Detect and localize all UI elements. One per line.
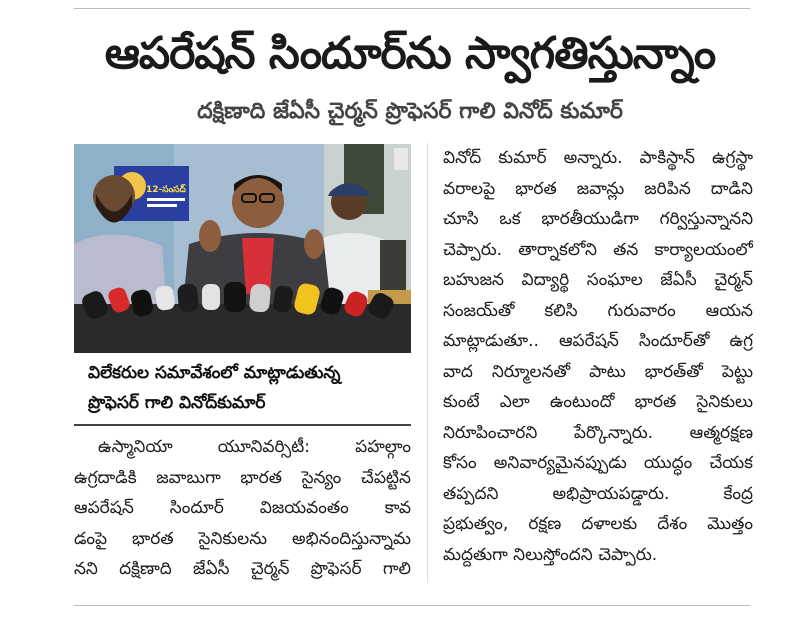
caption-line-1: విలేకరుల సమావేశంలో మాట్లాడుతున్న (88, 363, 341, 383)
body-line: మద్దతుగా నిలుస్తోందని చెప్పారు. (443, 544, 658, 565)
banner-screen-text: 12-సంసద్ (146, 185, 186, 195)
body-line: చూసి ఒక భారతీయుడిగా గర్విస్తున్నానని (443, 209, 753, 229)
body-line: ఉస్మానియా యూనివర్సిటీ: పహల్గాం (98, 437, 411, 457)
subheadline: దక్షిణాది జేఏసీ చైర్మన్ ప్రొఫెసర్ గాలి వినోద్ కుమార్ (197, 99, 623, 124)
press-conference-photo (74, 144, 411, 353)
headline: ఆపరేషన్ సిందూర్‌ను స్వాగతిస్తున్నాం (104, 28, 716, 79)
body-line: డంపై భారత సైనికులను అభినందిస్తున్నామ (74, 528, 411, 549)
body-line: వరాలపై భారత జవాన్లు జరిపిన దాడిని (443, 178, 753, 199)
body-line: వాద నిర్మూలనతో పాటు భారత్‌తో పెట్టు (443, 361, 753, 382)
article-body-left-column (74, 432, 411, 585)
body-line: నని దక్షిణాది జేఏసీ చైర్మన్ ప్రొఫెసర్ గాలి (74, 559, 411, 579)
body-line: మాట్లాడుతూ.. ఆపరేషన్ సిందూర్‌తో ఉగ్ర (443, 331, 753, 351)
article-body-right-column (443, 143, 753, 570)
body-line: ఆపరేషన్ సిందూర్ విజయవంతం కావ (74, 498, 411, 518)
body-line: ఉగ్రదాడికి జవాబుగా భారత సైన్యం చేపట్టిన (74, 467, 411, 488)
caption-rule (74, 424, 411, 426)
body-line: కుంటే ఎలా ఉంటుందో భారత సైనికులు (443, 392, 753, 412)
photo-caption (74, 358, 411, 422)
body-line: బహుజన విద్యార్థి సంఘాల జేఏసీ చైర్మన్ (443, 270, 753, 290)
body-line: నిరూపించారని పేర్కొన్నారు. ఆత్మరక్షణ (443, 422, 753, 443)
caption-line-2: ప్రొఫెసర్ గాలి వినోద్‌కుమార్ (88, 393, 266, 413)
body-line: ప్రభుత్వం, రక్షణ దళాలకు దేశం మొత్తం (443, 514, 753, 534)
bottom-rule (74, 605, 750, 606)
body-line: తప్పదని అభిప్రాయపడ్డారు. కేంద్ర (443, 483, 753, 504)
body-line: కోసం అనివార్యమైనప్పుడు యుద్ధం చేయక (443, 453, 753, 473)
body-line: సంజయ్‌తో కలిసి గురువారం ఆయన (443, 300, 753, 321)
body-line: చెప్పారు. తార్నాకలోని తన కార్యాలయంలో (443, 239, 753, 260)
body-line: వినోద్ కుమార్ అన్నారు. పాకిస్థాన్ ఉగ్రస్థా (443, 148, 753, 168)
column-divider (427, 143, 428, 583)
top-rule (74, 8, 750, 9)
